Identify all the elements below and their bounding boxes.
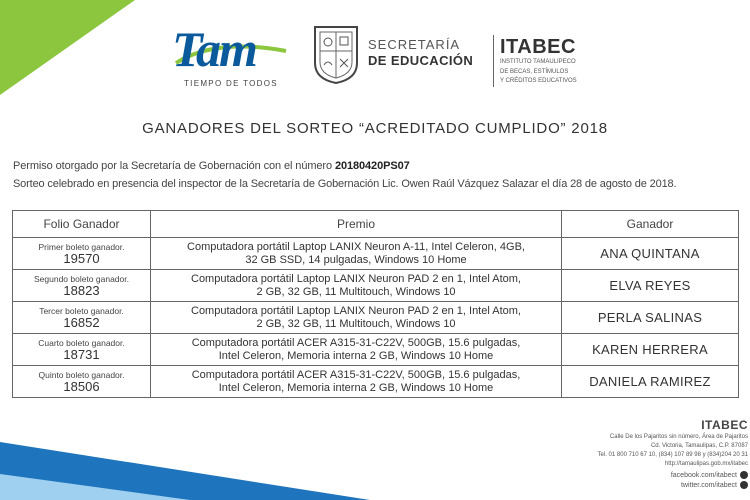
light-blue-corner-decoration [0, 474, 190, 500]
premio-line: Computadora portátil Laptop LANIX Neuron PAD 2 en 1, Intel Atom, [191, 304, 521, 317]
itabec-logo [500, 37, 577, 86]
draw-held-text: Sorteo celebrado en presencia del inspector de la Secretaría de Gobernación Lic. Owen Raúl Vázquez Salazar el día 28 de agosto de 2018. [13, 178, 677, 190]
table-row [13, 366, 739, 398]
state-seal-icon [311, 23, 361, 85]
folio-cell [13, 302, 151, 334]
ganador-cell: PERLA SALINAS [562, 302, 739, 334]
premio-cell [151, 302, 562, 334]
ganador-cell: ELVA REYES [562, 270, 739, 302]
page-title: GANADORES DEL SORTEO “ACREDITADO CUMPLIDO” 2018 [142, 120, 608, 137]
folio-number: 16852 [63, 314, 100, 330]
folio-cell [13, 334, 151, 366]
premio-line: Computadora portátil ACER A315-31-C22V, 500GB, 15.6 pulgadas, [191, 368, 521, 381]
winners-table [12, 210, 739, 398]
premio-cell [151, 270, 562, 302]
folio-number: 18823 [63, 282, 100, 298]
premio-cell [151, 238, 562, 270]
permit-text [13, 160, 410, 172]
premio-line: 2 GB, 32 GB, 11 Multitouch, Windows 10 [256, 317, 456, 330]
premio-line: Intel Celeron, Memoria interna 2 GB, Windows 10 Home [218, 349, 494, 362]
folio-label: Tercer boleto ganador. [39, 305, 124, 316]
header-ganador: Ganador [562, 211, 739, 238]
folio-label: Cuarto boleto ganador. [38, 337, 125, 348]
secretaria-educacion-logo [368, 38, 473, 67]
facebook-icon [740, 471, 748, 479]
premio-line: Computadora portátil ACER A315-31-C22V, 500GB, 15.6 pulgadas, [191, 336, 521, 349]
table-row [13, 270, 739, 302]
twitter-icon [740, 481, 748, 489]
folio-cell [13, 238, 151, 270]
folio-label: Segundo boleto ganador. [33, 273, 129, 284]
premio-line: Intel Celeron, Memoria interna 2 GB, Windows 10 Home [218, 381, 494, 394]
permit-prefix: Permiso otorgado por la Secretaría de Gobernación con el número [13, 160, 335, 172]
premio-cell [151, 334, 562, 366]
folio-number: 19570 [63, 250, 100, 266]
table-row [13, 238, 739, 270]
twitter-row [671, 481, 748, 491]
ganador-cell: KAREN HERRERA [562, 334, 739, 366]
ganador-cell: DANIELA RAMIREZ [562, 366, 739, 398]
itabec-sub-line: INSTITUTO TAMAULIPECO [500, 59, 576, 65]
folio-number: 18506 [63, 378, 100, 394]
premio-line: 32 GB SSD, 14 pulgadas, Windows 10 Home [245, 253, 467, 266]
premio-line: 2 GB, 32 GB, 11 Multitouch, Windows 10 [256, 285, 456, 298]
logo-divider [493, 35, 494, 87]
footer-address-line: Tel. 01 800 710 67 10, (834) 107 89 98 y (834)204 20 31 [597, 452, 748, 458]
footer-org: ITABEC [701, 418, 748, 432]
tam-wordmark: Tam [172, 21, 256, 77]
tam-tagline: TIEMPO DE TODOS [184, 79, 278, 88]
folio-cell [13, 270, 151, 302]
itabec-title: ITABEC [500, 36, 576, 58]
folio-cell [13, 366, 151, 398]
table-header-row [13, 211, 739, 238]
premio-line: Computadora portátil Laptop LANIX Neuron PAD 2 en 1, Intel Atom, [191, 272, 521, 285]
facebook-link[interactable]: facebook.com/itabect [670, 472, 737, 479]
footer-address-line: http://tamaulipas.gob.mx/itabec [664, 461, 748, 467]
folio-label: Quinto boleto ganador. [38, 369, 125, 380]
folio-label: Primer boleto ganador. [38, 241, 125, 252]
twitter-link[interactable]: twitter.com/itabect [680, 482, 737, 489]
tam-logo [172, 21, 307, 101]
itabec-sub-line: Y CRÉDITOS EDUCATIVOS [500, 78, 577, 84]
table-row [13, 302, 739, 334]
folio-number: 18731 [63, 346, 100, 362]
permit-number: 20180420PS07 [334, 160, 410, 172]
footer-address-line: Calle De los Pajaritos sin número, Área de Pajaritos [609, 434, 748, 440]
table-row [13, 334, 739, 366]
header-premio: Premio [151, 211, 562, 238]
secretaria-line2: DE EDUCACIÓN [368, 53, 474, 68]
header-logos [0, 15, 750, 95]
premio-line: Computadora portátil Laptop LANIX Neuron A-11, Intel Celeron, 4GB, [187, 240, 525, 253]
header-folio: Folio Ganador [13, 211, 151, 238]
footer-contact [598, 418, 748, 468]
facebook-row [671, 471, 748, 481]
secretaria-line1: SECRETARÍA [368, 37, 461, 52]
itabec-sub-line: DE BECAS, ESTÍMULOS [500, 68, 569, 75]
footer-address-line: Cd. Victoria, Tamaulipas, C.P. 87087 [650, 443, 748, 449]
ganador-cell: ANA QUINTANA [562, 238, 739, 270]
premio-cell [151, 366, 562, 398]
footer-social [671, 471, 748, 491]
